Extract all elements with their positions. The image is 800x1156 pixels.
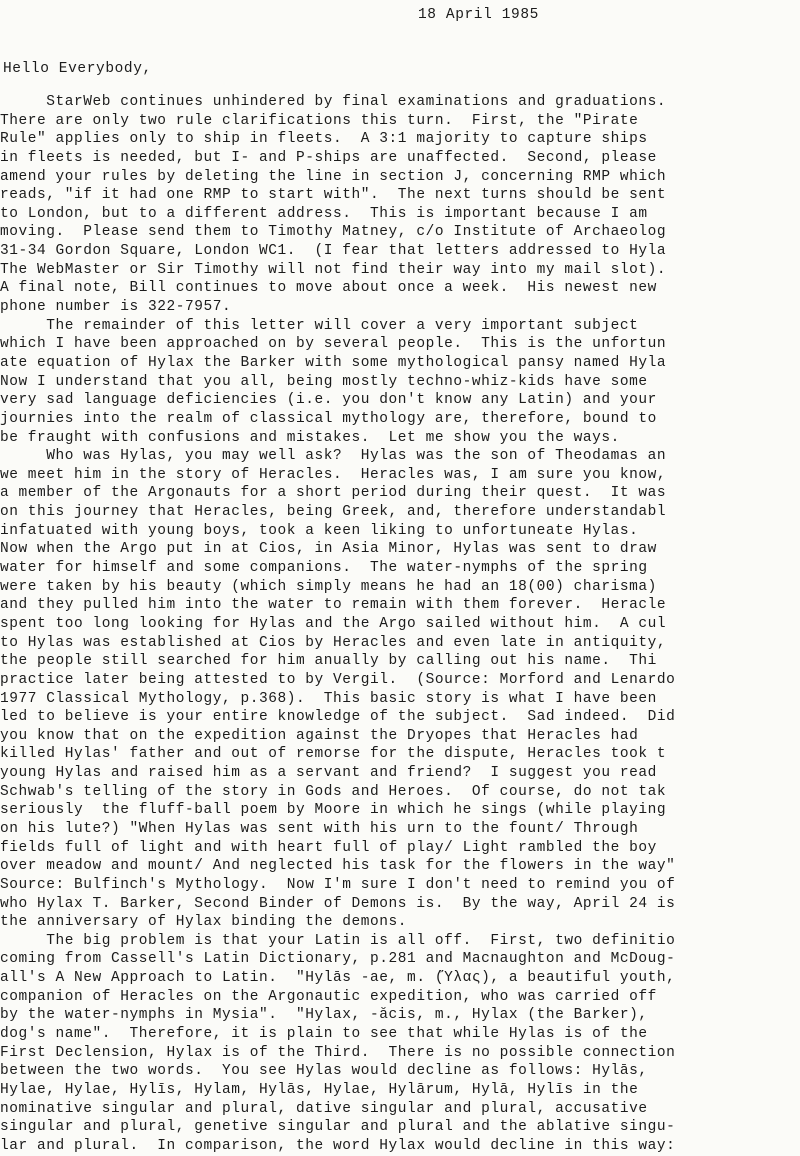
text-line: fields full of light and with heart full of play/ Light rambled the boy	[0, 839, 657, 856]
text-line: a member of the Argonauts for a short period during their quest. It was	[0, 485, 667, 502]
text-line: the anniversary of Hylax binding the demons.	[0, 914, 408, 931]
text-line: moving. Please send them to Timothy Matney, c/o Institute of Archaeolog	[0, 224, 667, 241]
text-line: killed Hylas' father and out of remorse for the dispute, Heracles took t	[0, 746, 667, 763]
text-line: Schwab's telling of the story in Gods and Heroes. Of course, do not tak	[0, 783, 667, 800]
text-line: spent too long looking for Hylas and the Argo sailed without him. A cul	[0, 615, 667, 632]
text-line: in fleets is needed, but I- and P-ships are unaffected. Second, please	[0, 149, 657, 166]
text-line: Now I understand that you all, being mostly techno-whiz-kids have some	[0, 373, 648, 390]
text-line: and they pulled him into the water to remain with them forever. Heracle	[0, 597, 667, 614]
text-line: all's A New Approach to Latin. "Hylās -ae, m. (Ὕλας), a beautiful youth,	[0, 970, 676, 987]
text-line: Source: Bulfinch's Mythology. Now I'm sure I don't need to remind you of	[0, 876, 676, 893]
text-line: The big problem is that your Latin is all off. First, two definitio	[0, 932, 676, 949]
text-line: led to believe is your entire knowledge of the subject. Sad indeed. Did	[0, 709, 676, 726]
text-line: which I have been approached on by several people. This is the unfortun	[0, 336, 667, 353]
text-line: we meet him in the story of Heracles. Heracles was, I am sure you know,	[0, 466, 667, 483]
text-line: The remainder of this letter will cover a very important subject	[0, 317, 639, 334]
text-line: StarWeb continues unhindered by final examinations and graduations.	[0, 94, 667, 110]
text-line: dog's name". Therefore, it is plain to see that while Hylas is of the	[0, 1026, 648, 1043]
text-line: journies into the realm of classical mythology are, therefore, bound to	[0, 410, 657, 427]
text-line: water for himself and some companions. The water-nymphs of the spring	[0, 560, 648, 577]
text-line: coming from Cassell's Latin Dictionary, p.281 and Macnaughton and McDoug-	[0, 951, 676, 968]
text-line: very sad language deficiencies (i.e. you don't know any Latin) and your	[0, 392, 657, 409]
text-line: the people still searched for him anually by calling out his name. Thi	[0, 653, 657, 670]
letter-date: 18 April 1985	[418, 7, 539, 23]
text-line: singular and plural, genetive singular and plural and the ablative singu-	[0, 1119, 676, 1136]
text-line: ate equation of Hylax the Barker with some mythological pansy named Hyla	[0, 354, 667, 371]
text-line: Hylae, Hylae, Hylīs, Hylam, Hylās, Hylae, Hylārum, Hylā, Hylīs in the	[0, 1081, 639, 1098]
text-line: be fraught with confusions and mistakes. Let me show you the ways.	[0, 429, 620, 446]
text-line: by the water-nymphs in Mysia". "Hylax, -ăcis, m., Hylax (the Barker),	[0, 1007, 648, 1024]
text-line: between the two words. You see Hylas would decline as follows: Hylās,	[0, 1063, 648, 1080]
text-line: reads, "if it had one RMP to start with". The next turns should be sent	[0, 187, 667, 204]
text-line: A final note, Bill continues to move about once a week. His newest new	[0, 280, 657, 297]
text-line: you know that on the expedition against the Dryopes that Heracles had	[0, 727, 639, 744]
text-line: to Hylas was established at Cios by Heracles and even late in antiquity,	[0, 634, 667, 651]
letter-greeting: Hello Everybody,	[3, 61, 152, 77]
text-line: 31-34 Gordon Square, London WC1. (I fear that letters addressed to Hyla	[0, 243, 667, 260]
text-line: Who was Hylas, you may well ask? Hylas was the son of Theodamas an	[0, 448, 667, 465]
text-line: over meadow and mount/ And neglected his task for the flowers in the way"	[0, 858, 676, 875]
text-line: young Hylas and raised him as a servant and friend? I suggest you read	[0, 765, 657, 782]
text-line: companion of Heracles on the Argonautic expedition, who was carried off	[0, 988, 657, 1005]
text-line: 1977 Classical Mythology, p.368). This basic story is what I have been	[0, 690, 657, 707]
text-line: phone number is 322-7957.	[0, 299, 232, 316]
text-line: There are only two rule clarifications this turn. First, the "Pirate	[0, 112, 639, 129]
text-line: First Declension, Hylax is of the Third. There is no possible connection	[0, 1044, 676, 1061]
text-line: to London, but to a different address. This is important because I am	[0, 205, 648, 222]
text-line: who Hylax T. Barker, Second Binder of Demons is. By the way, April 24 is	[0, 895, 676, 912]
text-line: The WebMaster or Sir Timothy will not find their way into my mail slot).	[0, 261, 667, 278]
text-line: seriously the fluff-ball poem by Moore in which he sings (while playing	[0, 802, 667, 819]
text-line: lar and plural. In comparison, the word Hylax would decline in this way:	[0, 1137, 676, 1154]
text-line: Now when the Argo put in at Cios, in Asia Minor, Hylas was sent to draw	[0, 541, 657, 558]
text-line: on this journey that Heracles, being Greek, and, therefore understandabl	[0, 504, 667, 521]
text-line: amend your rules by deleting the line in section J, concerning RMP which	[0, 168, 667, 185]
text-line: on his lute?) "When Hylas was sent with his urn to the fount/ Through	[0, 820, 639, 837]
text-line: infatuated with young boys, took a keen liking to unfortuneate Hylas.	[0, 522, 639, 539]
text-line: Rule" applies only to ship in fleets. A 3:1 majority to capture ships	[0, 131, 648, 148]
text-line: practice later being attested to by Vergil. (Source: Morford and Lenardo	[0, 671, 676, 688]
text-line: were taken by his beauty (which simply means he had an 18(00) charisma)	[0, 578, 657, 595]
letter-body	[0, 93, 800, 1156]
text-line: nominative singular and plural, dative singular and plural, accusative	[0, 1100, 648, 1117]
